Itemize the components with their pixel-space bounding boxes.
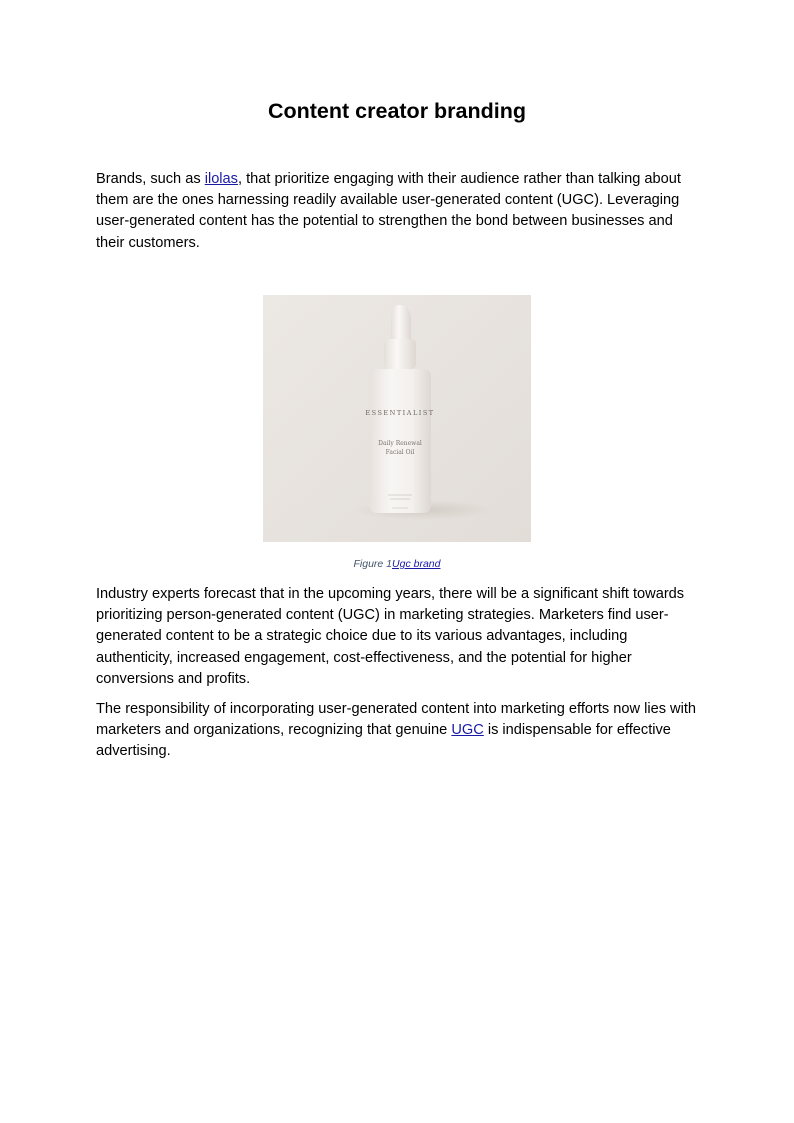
document-title: Content creator branding [267,99,526,123]
bottle-brand-label: ESSENTIALIST [365,409,435,417]
ugc-link[interactable]: UGC [451,722,484,739]
responsibility-paragraph [96,699,698,763]
figure-caption [96,557,698,571]
intro-text-after-link: , that prioritize engaging with their audience rather than talking about them are the ones harnessing readily available user-generated content (UGC). Leveraging user-generated content has the potential to strengthen the bond between businesses and their customers. [96,171,681,251]
forecast-paragraph: Industry experts forecast that in the upcoming years, there will be a significant shift towards prioritizing person-generated content (UGC) in marketing strategies. Marketers find user-generated content to be a strategic choice due to its various advantages, including authenticity, increased engagement, cost-effectiveness, and the potential for higher conversions and profits. [96,586,685,687]
bottle-product-line2: Facial Oil [385,449,415,456]
product-photo [263,295,531,542]
intro-paragraph [96,169,698,254]
figure-caption-prefix: Figure 1 [353,558,393,570]
bottle-product-line1: Daily Renewal [378,440,422,447]
responsibility-text-after-link: is indispensable for effective advertising. [96,722,671,760]
ugc-brand-link[interactable]: Ugc brand [392,558,441,570]
intro-text-before-link: Brands, such as [96,171,205,187]
responsibility-text-before-link: The responsibility of incorporating user-generated content into marketing efforts now lies with marketers and organizations, recognizing that genuine [96,701,697,739]
serum-bottle-image [263,295,531,542]
ilolas-link[interactable]: ilolas [204,171,238,187]
